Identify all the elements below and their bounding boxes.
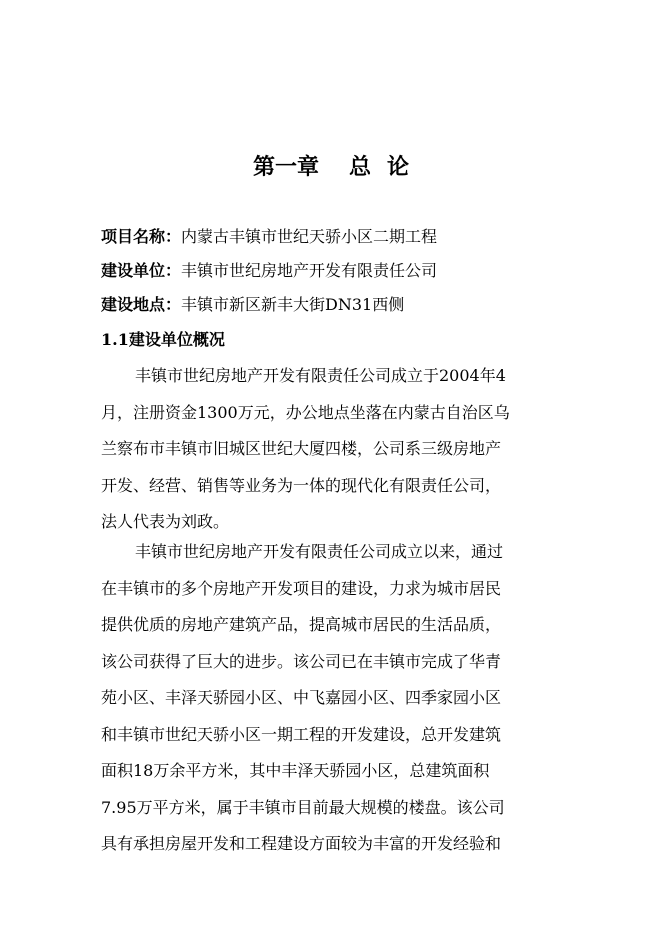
paragraph-line: 提供优质的房地产建筑产品，提高城市居民的生活品质， (101, 615, 502, 634)
paragraph-line: 丰镇市世纪房地产开发有限责任公司成立于2004年4 (135, 366, 506, 385)
section-title: 建设单位概况 (128, 330, 225, 349)
construction-location-label: 建设地点： (101, 295, 182, 314)
paragraph-line: 面积18万余平方米，其中丰泽天骄园小区，总建筑面积 (101, 761, 490, 780)
paragraph-2 (101, 534, 547, 863)
chapter-number: 第一章 (252, 154, 319, 180)
section-heading (101, 328, 225, 352)
chapter-title (0, 150, 662, 181)
paragraph-line: 法人代表为刘政。 (101, 512, 230, 531)
paragraph-line: 月，注册资金1300万元，办公地点坐落在内蒙古自治区乌 (101, 402, 510, 422)
paragraph-1 (101, 358, 547, 541)
project-name-value: 内蒙古丰镇市世纪天骄小区二期工程 (181, 227, 438, 246)
construction-unit-label: 建设单位： (101, 261, 182, 280)
chapter-title-word-2: 论 (387, 154, 410, 180)
paragraph-line: 丰镇市世纪房地产开发有限责任公司成立以来，通过 (135, 542, 504, 561)
paragraph-line: 和丰镇市世纪天骄小区一期工程的开发建设，总开发建筑 (101, 724, 502, 744)
construction-location-row (101, 293, 404, 317)
project-name-label: 项目名称： (101, 227, 182, 246)
construction-unit-row (101, 259, 437, 283)
paragraph-line: 兰察布市丰镇市旧城区世纪大厦四楼，公司系三级房地产 (101, 439, 502, 458)
paragraph-line: 7.95万平方米，属于丰镇市目前最大规模的楼盘。该公司 (101, 797, 505, 817)
paragraph-line: 苑小区、丰泽天骄园小区、中飞嘉园小区、四季家园小区 (101, 688, 502, 707)
paragraph-line: 在丰镇市的多个房地产开发项目的建设，力求为城市居民 (101, 578, 502, 598)
paragraph-line: 该公司获得了巨大的进步。该公司已在丰镇市完成了华青 (101, 651, 502, 671)
construction-unit-value: 丰镇市世纪房地产开发有限责任公司 (181, 261, 438, 280)
section-number: 1.1 (101, 330, 129, 349)
construction-location-value: 丰镇市新区新丰大街DN31西侧 (181, 295, 405, 314)
project-name-row (101, 225, 437, 249)
chapter-title-word-1: 总 (348, 154, 371, 180)
paragraph-line: 具有承担房屋开发和工程建设方面较为丰富的开发经验和 (101, 834, 502, 853)
paragraph-line: 开发、经营、销售等业务为一体的现代化有限责任公司， (101, 475, 502, 495)
